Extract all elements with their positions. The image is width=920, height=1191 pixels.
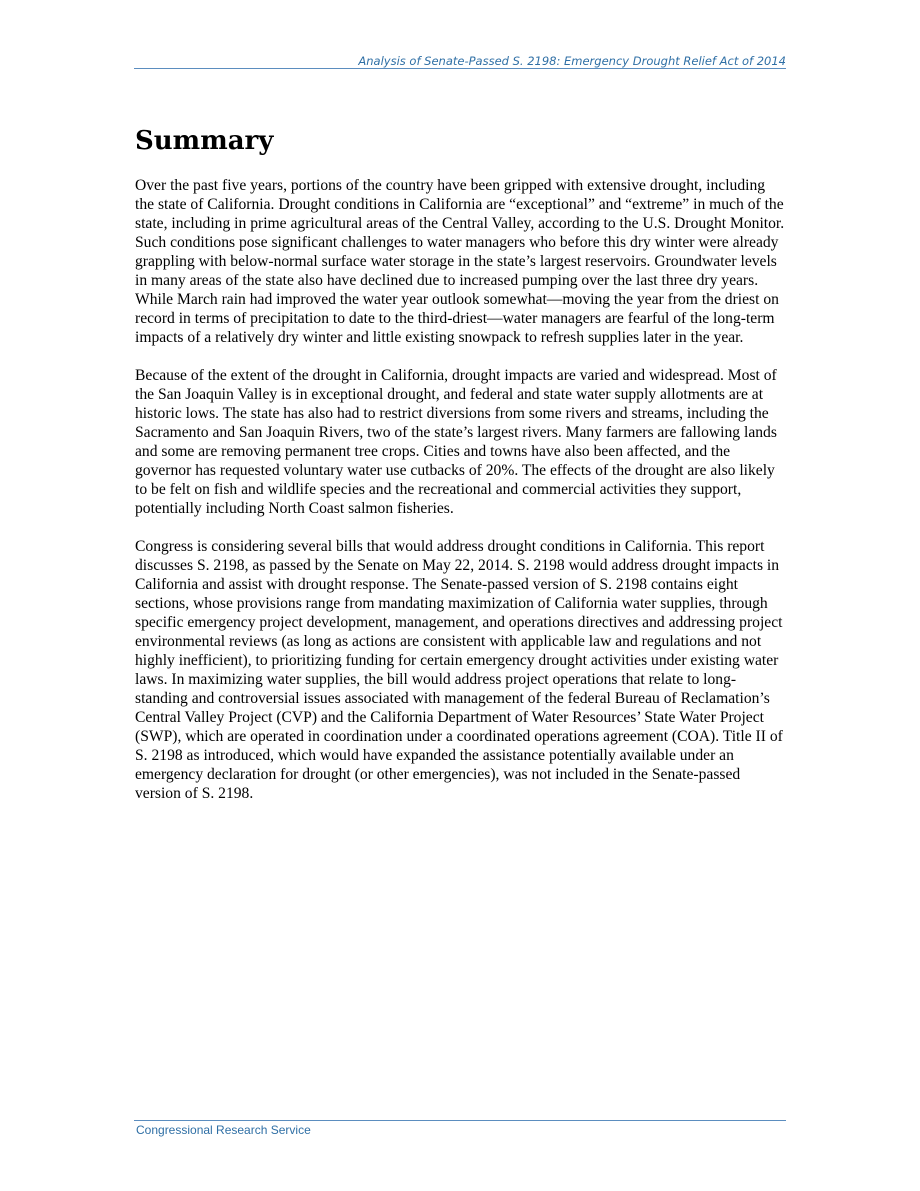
footer-divider: [134, 1120, 786, 1121]
running-header-title: Analysis of Senate-Passed S. 2198: Emergency Drought Relief Act of 2014: [358, 54, 786, 68]
summary-paragraph-1: Over the past five years, portions of the country have been gripped with extensive drought, including the state of California. Drought conditions in California are “exceptional” and “extreme” in much of the state, including in prime agricultural areas of the Central Valley, according to the U.S. Drought Monitor. Such conditions pose significant challenges to water managers who before this dry winter were already grappling with below-normal surface water storage in the state’s largest reservoirs. Groundwater levels in many areas of the state also have declined due to increased pumping over the last three dry years. While March rain had improved the water year outlook somewhat—moving the year from the driest on record in terms of precipitation to date to the third-driest—water managers are fearful of the long-term impacts of a relatively dry winter and little existing snowpack to refresh supplies later in the year.: [135, 177, 785, 346]
summary-paragraph-3: Congress is considering several bills that would address drought conditions in California. This report discusses S. 2198, as passed by the Senate on May 22, 2014. S. 2198 would address drought impacts in California and assist with drought response. The Senate-passed version of S. 2198 contains eight sections, whose provisions range from mandating maximization of California water supplies, through specific emergency project development, management, and operations directives and addressing project environmental reviews (as long as actions are consistent with applicable law and regulations and not highly inefficient), to prioritizing funding for certain emergency drought activities under existing water laws. In maximizing water supplies, the bill would address project operations that relate to long-standing and controversial issues associated with management of the federal Bureau of Reclamation’s Central Valley Project (CVP) and the California Department of Water Resources’ State Water Project (SWP), which are operated in coordination under a coordinated operations agreement (COA). Title II of S. 2198 as introduced, which would have expanded the assistance potentially available under an emergency declaration for drought (or other emergencies), was not included in the Senate-passed version of S. 2198.: [135, 538, 783, 802]
header-divider: [134, 68, 786, 69]
page-title: Summary: [135, 126, 274, 156]
summary-body: [135, 176, 787, 822]
summary-paragraph-2: Because of the extent of the drought in California, drought impacts are varied and widespread. Most of the San Joaquin Valley is in exceptional drought, and federal and state water supply allotments are at historic lows. The state has also had to restrict diversions from some rivers and streams, including the Sacramento and San Joaquin Rivers, two of the state’s largest rivers. Many farmers are fallowing lands and some are removing permanent tree crops. Cities and towns have also been affected, and the governor has requested voluntary water use cutbacks of 20%. The effects of the drought are also likely to be felt on fish and wildlife species and the recreational and commercial activities they support, potentially including North Coast salmon fisheries.: [135, 367, 777, 517]
footer-publisher: Congressional Research Service: [136, 1123, 311, 1137]
